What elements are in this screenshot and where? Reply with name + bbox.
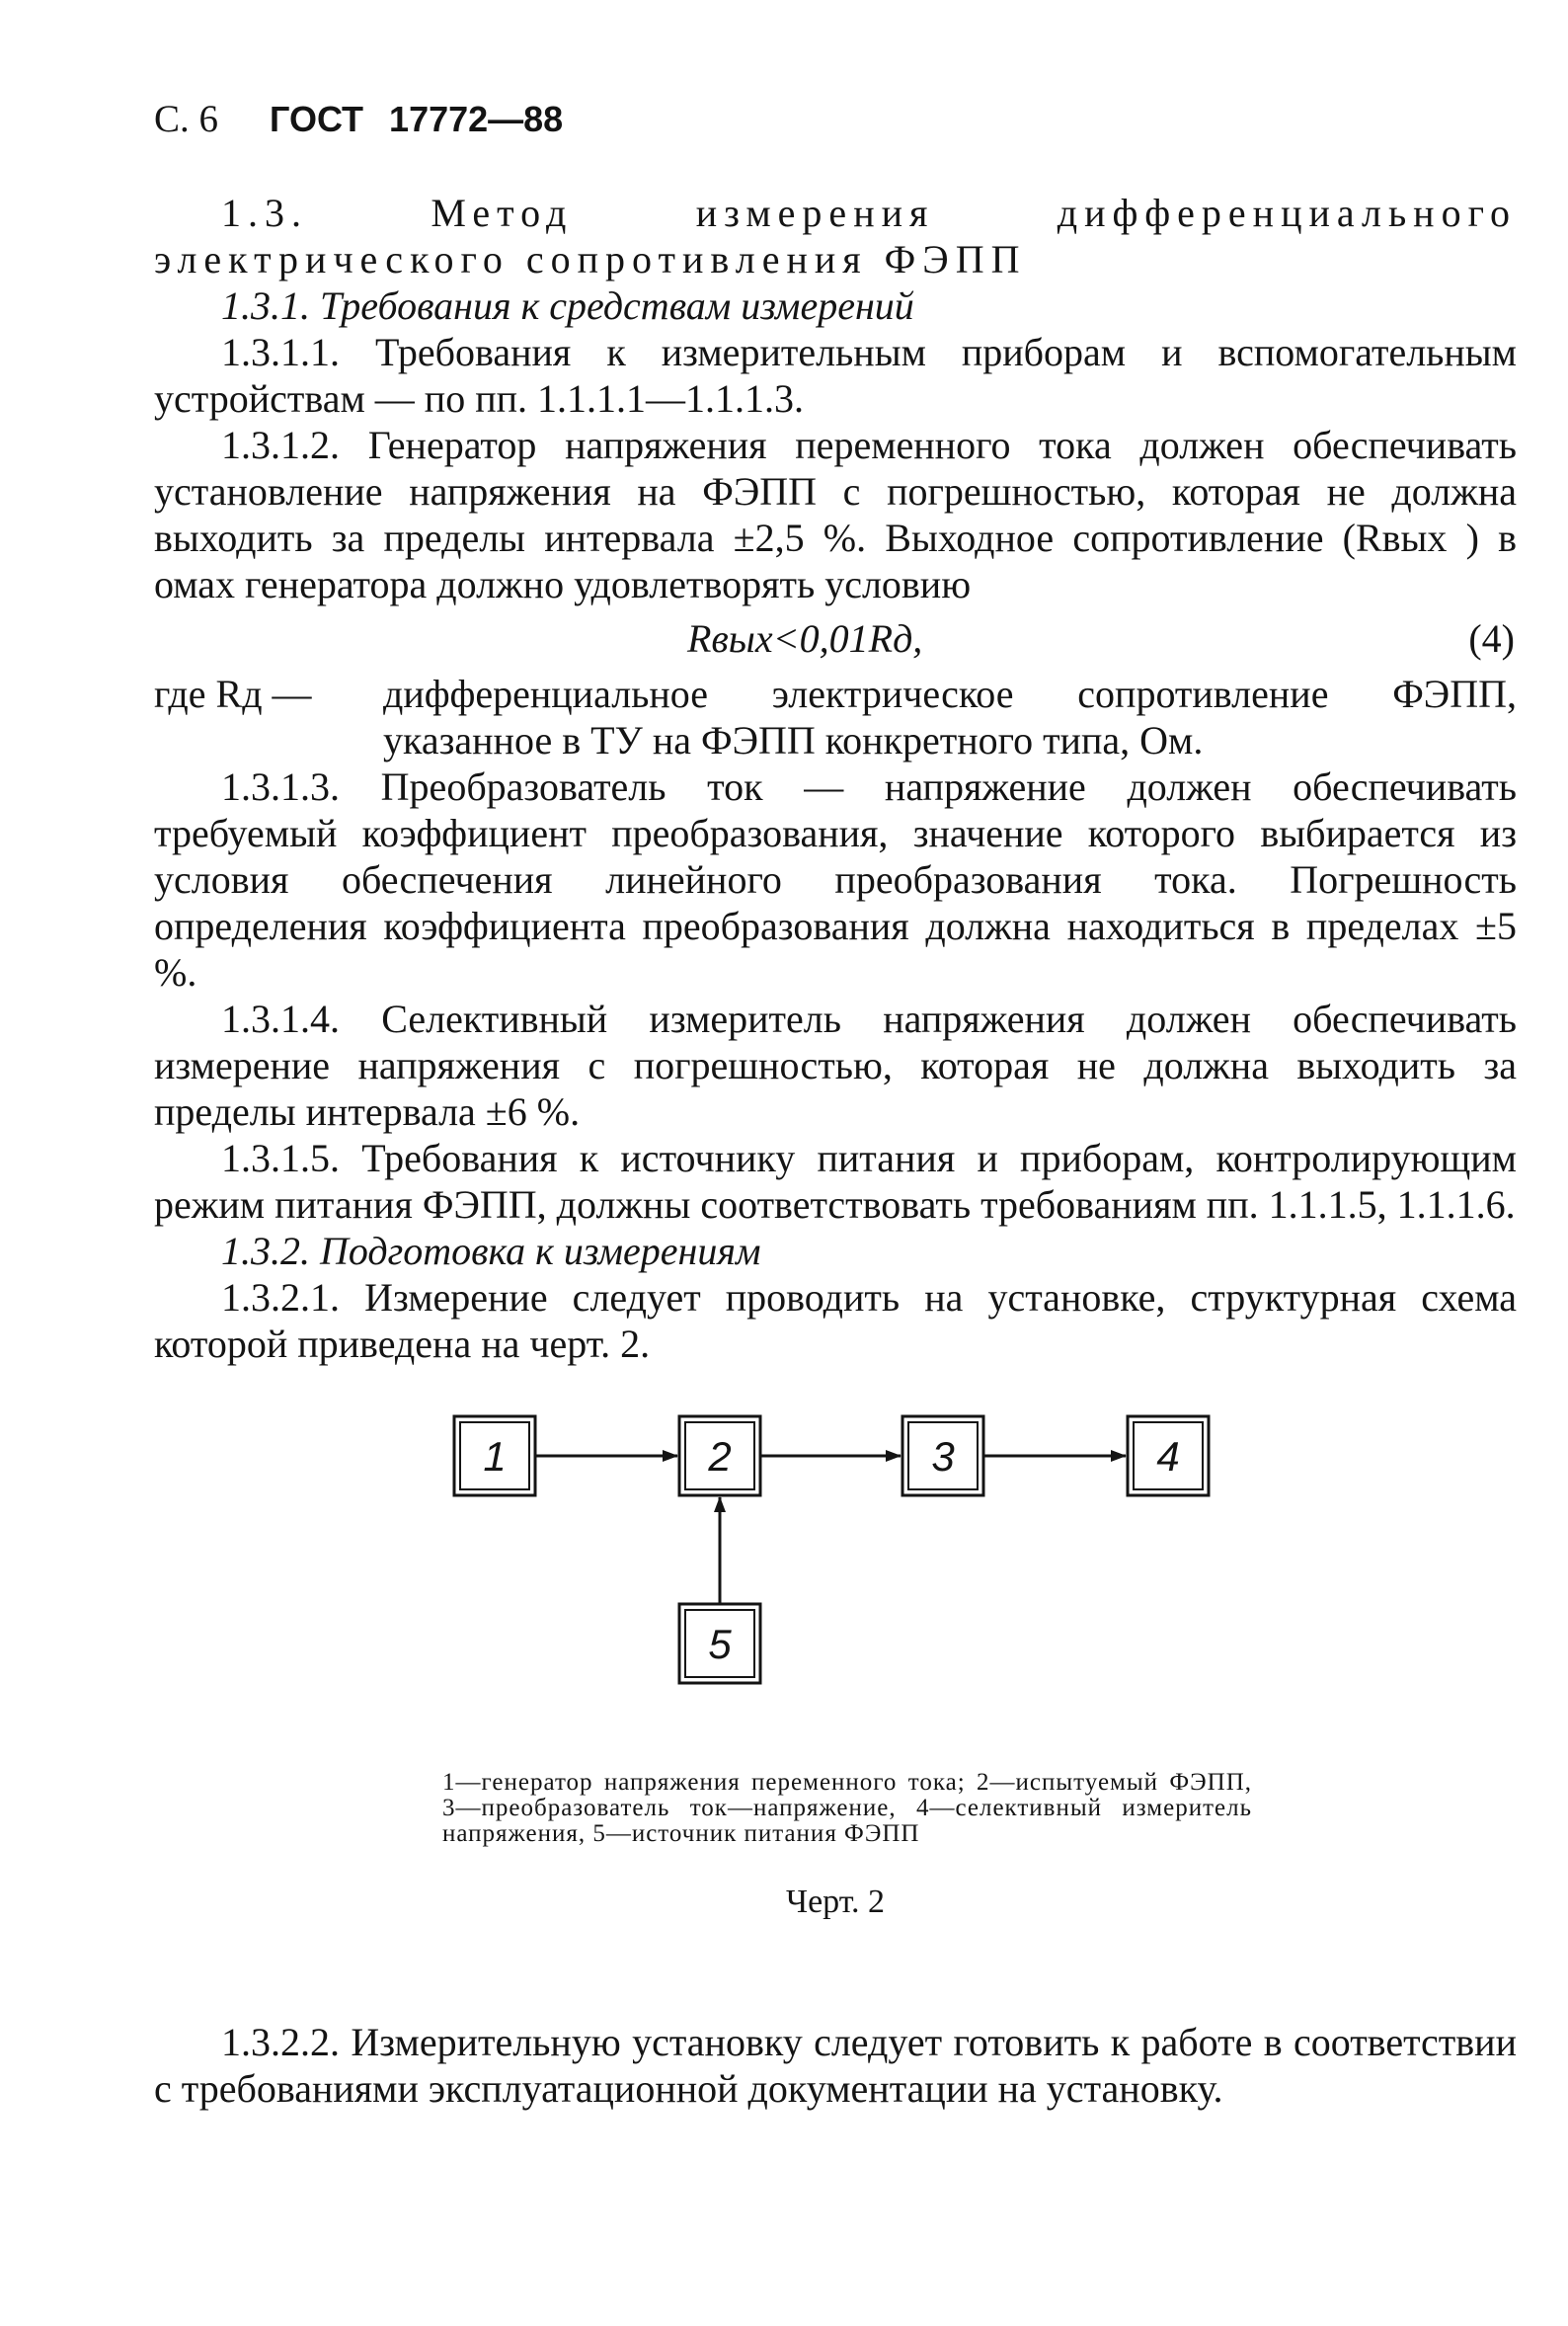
block-1-label: 1 [483,1433,507,1480]
figure-caption: Черт. 2 [785,1884,886,1920]
paragraph-1-3-1-5: 1.3.1.5. Требования к источнику питания и приборам, контролирующим режим питания ФЭПП, должны соответствовать требованиям пп. 1.1.1.5, 1.1.1.6. [154,1136,1517,1227]
formula-number: (4) [1468,616,1515,661]
page-number: С. 6 [154,98,219,140]
paragraph-1-3-1-2: 1.3.1.2. Генератор напряжения переменного тока должен обеспечивать установление напряжения на ФЭПП с погрешностью, которая не должна выходить за пределы интервала ±2,5 %. Выходное сопротивление (Rвых ) в омах генератора должно удовлетворять условию [154,423,1517,606]
where-label: где Rд — [154,672,312,716]
paragraph-1-3-1-4: 1.3.1.4. Селективный измеритель напряжения должен обеспечивать измерение напряжения с погрешностью, которая не должна выходить за пределы интервала ±6 %. [154,997,1517,1134]
subsection-title-1-3-1: 1.3.1. Требования к средствам измерений [221,283,914,328]
block-4-label: 4 [1156,1433,1180,1480]
paragraph-1-3-2-1: 1.3.2.1. Измерение следует проводить на установке, структурная схема которой приведена на черт. 2. [154,1275,1517,1366]
page-header [154,89,1517,150]
where-clause [154,671,1517,763]
formula-expression: Rвых<0,01Rд, [687,616,923,661]
where-definition: дифференциальное электрическое сопротивление ФЭПП, указанное в ТУ на ФЭПП конкретного типа, Ом. [383,672,1517,762]
figure-legend: 1—генератор напряжения переменного тока; 2—испытуемый ФЭПП, 3—преобразователь ток—напряжение, 4—селективный измеритель напряжения, 5—источник питания ФЭПП [442,1769,1252,1847]
block-3-label: 3 [931,1433,955,1480]
block-2-label: 2 [708,1433,732,1480]
paragraph-1-3-2-2: 1.3.2.2. Измерительную установку следует готовить к работе в соответствии с требованиями эксплуатационной документации на установку. [154,2020,1517,2111]
subsection-title-1-3-2: 1.3.2. Подготовка к измерениям [221,1229,761,1273]
section-heading-1-3: 1.3. Метод измерения дифференциального электрического сопротивления ФЭПП [154,191,1517,281]
standard-number: 17772—88 [389,99,564,139]
block-diagram-svg [154,1406,1517,1762]
paragraph-1-3-1-1: 1.3.1.1. Требования к измерительным приборам и вспомогательным устройствам — по пп. 1.1.1.1—1.1.1.3. [154,330,1517,421]
block-5-label: 5 [708,1621,732,1667]
block-diagram [154,1406,1517,1989]
document-body [154,190,1517,2112]
paragraph-1-3-1-3: 1.3.1.3. Преобразователь ток — напряжение должен обеспечивать требуемый коэффициент преобразования, значение которого выбирается из условия обеспечения линейного преобразования тока. Погрешность определения коэффициента преобразования должна находиться в пределах ±5 %. [154,764,1517,995]
formula-4 [154,615,1517,667]
standard-label: ГОСТ [270,99,364,139]
page [154,89,1517,2112]
